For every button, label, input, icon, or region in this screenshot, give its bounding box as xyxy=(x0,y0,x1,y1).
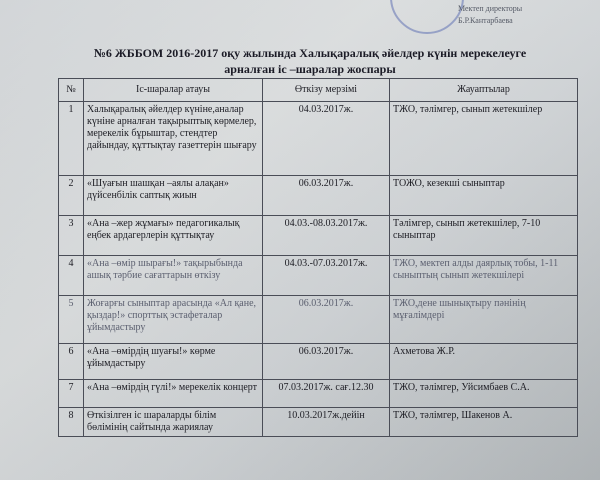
table-row xyxy=(59,176,578,216)
row-name: «Ана –жер жұмағы» педагогикалық еңбек ардагерлерін құттықтау xyxy=(84,216,263,256)
title-line-1: №6 ЖББОМ 2016-2017 оқу жылында Халықаралық әйелдер күнін мерекелеуге xyxy=(93,46,527,60)
row-name: «Ана –өмірдің гүлі!» мерекелік концерт xyxy=(84,380,263,408)
table-row xyxy=(59,408,578,437)
table-row xyxy=(59,216,578,256)
header-date: Өткізу мерзімі xyxy=(263,79,390,102)
row-date: 04.03.-07.03.2017ж. xyxy=(263,256,390,296)
row-date: 06.03.2017ж. xyxy=(263,176,390,216)
row-num: 1 xyxy=(59,102,84,176)
row-responsible: ТЖО, тәлімгер, Шакенов А. xyxy=(390,408,578,437)
table-row xyxy=(59,256,578,296)
table-row xyxy=(59,380,578,408)
row-name: Өткізілген іс шараларды білім бөлімінің сайтында жариялау xyxy=(84,408,263,437)
row-date: 06.03.2017ж. xyxy=(263,296,390,344)
events-table xyxy=(58,78,578,437)
row-name: «Шуағын шашқан –аялы алақан» дүйсенбілік саптық жиын xyxy=(84,176,263,216)
row-date: 04.03.-08.03.2017ж. xyxy=(263,216,390,256)
row-name: «Ана –өмірдің шуағы!» көрме ұйымдастыру xyxy=(84,344,263,380)
table-row xyxy=(59,344,578,380)
row-responsible: ТОЖО, кезекші сыныптар xyxy=(390,176,578,216)
table-header-row xyxy=(59,79,578,102)
row-num: 7 xyxy=(59,380,84,408)
row-responsible: ТЖО, тәлімгер, Уйсимбаев С.А. xyxy=(390,380,578,408)
approval-name: Б.Р.Кантарбаева xyxy=(458,16,513,25)
row-responsible: ТЖО,дене шынықтыру пәнінің мұғалімдері xyxy=(390,296,578,344)
row-responsible: Ахметова Ж.Р. xyxy=(390,344,578,380)
row-responsible: ТЖО, мектеп алды даярлық тобы, 1-11 сыныптың сынып жетекшілері xyxy=(390,256,578,296)
row-num: 8 xyxy=(59,408,84,437)
stamp-seal xyxy=(390,0,464,34)
row-num: 4 xyxy=(59,256,84,296)
approval-position: Мектеп директоры xyxy=(458,4,523,13)
row-date: 07.03.2017ж. сағ.12.30 xyxy=(263,380,390,408)
document-title xyxy=(80,45,540,77)
approval-block xyxy=(390,0,560,38)
title-line-2: арналған іс –шаралар жоспары xyxy=(224,62,396,76)
row-name: «Ана –өмір шырағы!» тақырыбында ашық тәрбие сағаттарын өткізу xyxy=(84,256,263,296)
row-responsible: Тәлімгер, сынып жетекшілер, 7-10 сыныптар xyxy=(390,216,578,256)
header-num: № xyxy=(59,79,84,102)
row-name: Жоғарғы сыныптар арасында «Ал қане, қыздар!» спорттық эстафеталар ұйымдастыру xyxy=(84,296,263,344)
row-num: 6 xyxy=(59,344,84,380)
row-date: 06.03.2017ж. xyxy=(263,344,390,380)
table-row xyxy=(59,296,578,344)
row-num: 3 xyxy=(59,216,84,256)
header-name: Іс-шаралар атауы xyxy=(84,79,263,102)
row-responsible: ТЖО, тәлімгер, сынып жетекшілер xyxy=(390,102,578,176)
row-date: 10.03.2017ж.дейін xyxy=(263,408,390,437)
row-num: 5 xyxy=(59,296,84,344)
table-row xyxy=(59,102,578,176)
row-name: Халықаралық әйелдер күніне,аналар күніне арналған тақырыптық көрмелер, мерекелік бұрыштар, стендтер дайындау, құттықтау газеттерін шығару xyxy=(84,102,263,176)
row-date: 04.03.2017ж. xyxy=(263,102,390,176)
header-responsible: Жауаптылар xyxy=(390,79,578,102)
row-num: 2 xyxy=(59,176,84,216)
